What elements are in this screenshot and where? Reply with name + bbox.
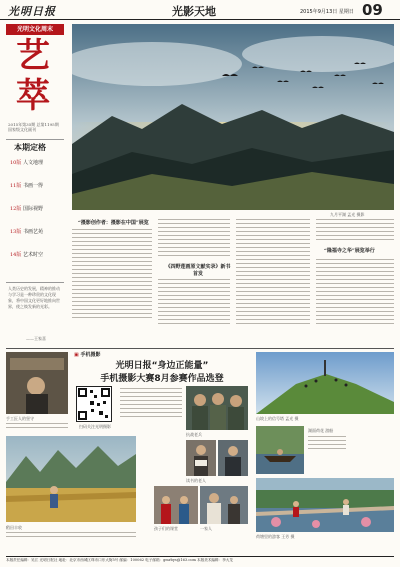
focus-item-page: 11版 (10, 183, 22, 189)
article-headline: “隆福寺之华”展览举行 (324, 248, 375, 254)
sidebar (6, 24, 64, 348)
focus-item-title: 人文地理 (22, 160, 43, 166)
caption-boat: 湖面荷花 游船 (308, 428, 334, 433)
footer-text: 本版责任编辑：吴江 光明日报社 地址：北京市西城区珠市口东大街5号 邮编：100062 电子邮箱：gmrbys@163.com 本版美术编辑：李大龙 (6, 558, 233, 562)
caption-reading: 读书的老人 (186, 478, 206, 483)
hero-landscape-image (72, 24, 394, 210)
focus-title: 本期定格 (14, 143, 46, 152)
article-body (158, 279, 230, 327)
quote-divider (6, 282, 64, 283)
newspaper-logo: 光明日报 (8, 5, 56, 18)
photo-reading-2 (218, 440, 248, 476)
qr-icon (77, 387, 111, 421)
photo-kids (154, 486, 198, 524)
contest-title-line1: 光明日报“身边正能量” (115, 361, 209, 371)
focus-item[interactable] (10, 229, 64, 252)
date-line: 2015年9月13日 星期日 (300, 9, 354, 15)
reading-image (186, 440, 216, 476)
veterans-image (186, 386, 248, 430)
rice-field-image (6, 436, 136, 522)
qr-caption: 扫码关注光明摄影 (79, 424, 111, 429)
article-columns (72, 219, 394, 327)
contest-title-line2: 手机摄影大赛8月参赛作品选登 (100, 374, 224, 384)
focus-item-title: 书画一得 (22, 183, 43, 189)
photo-veterans (186, 386, 248, 430)
focus-item-page: 10版 (10, 160, 22, 166)
caption-garden: 荷塘里的游客 王芳 摄 (256, 534, 295, 539)
article-headline: “摄影创作者：摄影在中国”展览 (78, 220, 149, 226)
article-body (158, 219, 230, 259)
focus-item-page: 13版 (10, 229, 22, 235)
focus-item-title: 书画艺苑 (22, 229, 43, 235)
issue-info: 2015年第35期 总第1195期 国家级文化副刊 (8, 122, 59, 132)
focus-list (10, 160, 64, 275)
focus-item[interactable] (10, 206, 64, 229)
article-body (316, 219, 394, 243)
photo-family (200, 486, 248, 524)
focus-item-title: 艺术时空 (22, 252, 43, 258)
garden-image (256, 478, 394, 532)
family-image (200, 486, 248, 524)
photo-boat (256, 426, 304, 474)
caption-kids: 孩子们的课堂 (154, 526, 178, 531)
photo-rice (6, 436, 136, 522)
focus-item[interactable] (10, 252, 64, 275)
focus-item-page: 14版 (10, 252, 22, 258)
qr-code[interactable] (76, 386, 112, 422)
boat-image (256, 426, 304, 474)
section-divider (6, 348, 394, 349)
phone-icon: ▣ (74, 352, 79, 358)
workshop-image (6, 352, 68, 414)
caption-boat-lines (308, 436, 346, 452)
article-headline: 《四野莲画原文献实录》新书首发 (165, 264, 231, 277)
masthead (0, 0, 400, 20)
big-character-2: 萃 (16, 76, 50, 116)
caption-hill: 山坡上的信号塔 孟光 摄 (256, 416, 299, 421)
contest-intro-text (120, 388, 182, 420)
page-number: 09 (362, 1, 383, 19)
section-title: 光影天地 (172, 5, 216, 18)
hill-image (256, 352, 394, 414)
caption-workshop-lines (6, 423, 68, 431)
footer-rule (6, 556, 394, 557)
hero-caption: 九月平湖 孟光 摄影 (330, 212, 365, 217)
photo-hill (256, 352, 394, 414)
contest-label (74, 351, 101, 358)
contest-label-text: 手机摄影 (80, 352, 101, 358)
supplement-tag: 光明文化周末 (6, 24, 64, 35)
photo-workshop (6, 352, 68, 414)
caption-family: 一家人 (200, 526, 212, 531)
focus-item-page: 12版 (10, 206, 22, 212)
focus-item-title: 国际视野 (22, 206, 43, 212)
big-character-1: 艺 (16, 36, 50, 76)
photo-garden (256, 478, 394, 532)
quote-text: 人类历史的发展，精神的推动与学习是一种珍贵的文化现象，将中国文化更好地推向世界，使之焕发新的光彩。 (8, 286, 60, 309)
focus-item[interactable] (10, 160, 64, 183)
article-body (316, 259, 394, 327)
article-body (236, 219, 310, 327)
quote-signature: ——王家喜 (26, 336, 46, 341)
caption-workshop: 手工匠人的坚守 (6, 416, 34, 421)
caption-rice: 稻田丰收 (6, 525, 22, 530)
photo-reading (186, 440, 216, 476)
reading-image-2 (218, 440, 248, 476)
focus-divider (6, 139, 64, 140)
kids-image (154, 486, 198, 524)
focus-item[interactable] (10, 183, 64, 206)
hero-photo (72, 24, 394, 210)
caption-veterans: 抗战老兵 (186, 432, 202, 437)
caption-rice-lines (6, 532, 136, 540)
article-body (72, 229, 152, 321)
